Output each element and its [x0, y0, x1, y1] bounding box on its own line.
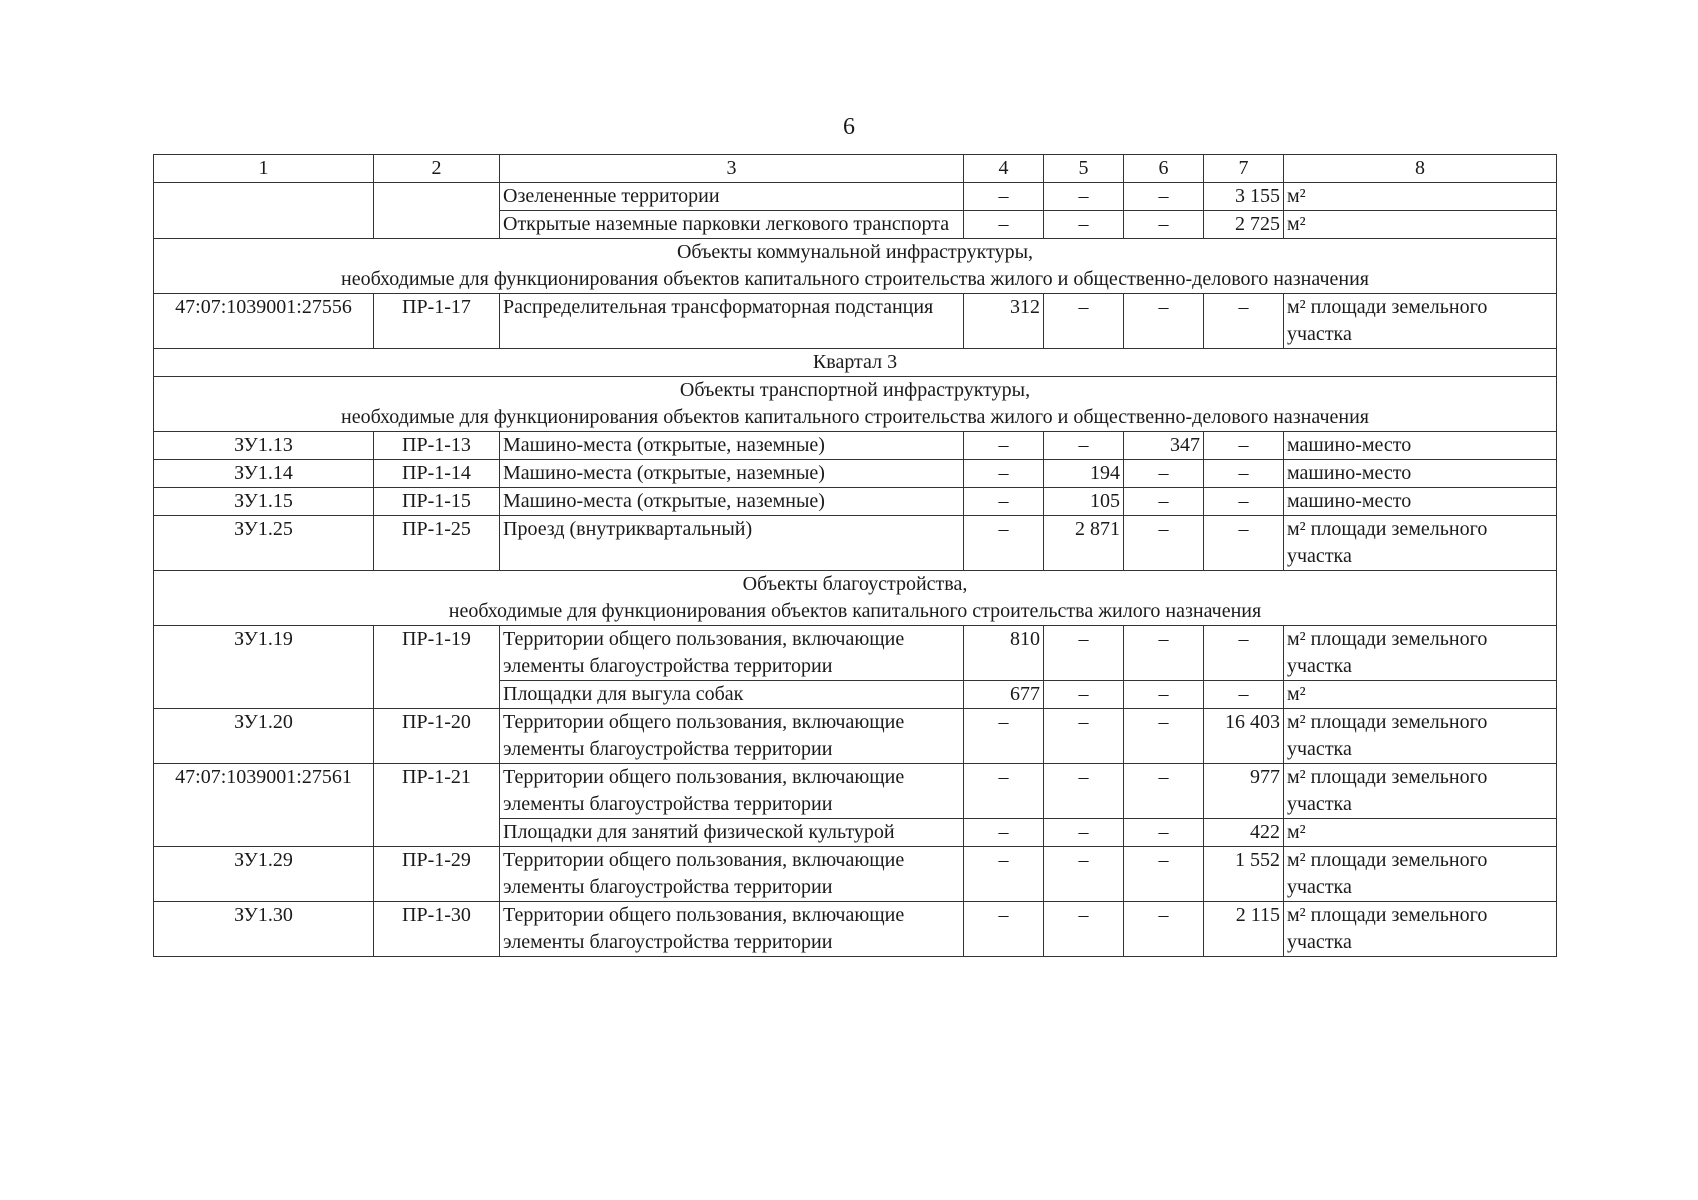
value-cell: 2 871 [1044, 516, 1124, 571]
value-cell: – [1124, 709, 1204, 764]
value-cell: – [1124, 902, 1204, 957]
unit-cell: м² [1284, 681, 1557, 709]
value-cell: – [964, 432, 1044, 460]
object-name-cell: Открытые наземные парковки легкового транспорта [500, 211, 964, 239]
cadastral-number-cell: ЗУ1.14 [154, 460, 374, 488]
value-cell: – [1044, 211, 1124, 239]
value-cell: – [1044, 847, 1124, 902]
value-cell: – [964, 847, 1044, 902]
zone-code-cell: ПР-1-14 [374, 460, 500, 488]
value-cell: 3 155 [1204, 183, 1284, 211]
value-cell: 977 [1204, 764, 1284, 819]
unit-cell: м² [1284, 211, 1557, 239]
column-header: 8 [1284, 155, 1557, 183]
page-number: 6 [843, 114, 855, 140]
zone-code-cell [374, 183, 500, 239]
column-header-row [154, 155, 1557, 183]
object-name-cell: Территории общего пользования, включающие элементы благоустройства территории [500, 902, 964, 957]
value-cell: – [1044, 626, 1124, 681]
value-cell: – [1124, 764, 1204, 819]
value-cell: – [1204, 626, 1284, 681]
unit-cell: машино-место [1284, 488, 1557, 516]
object-name-cell: Машино-места (открытые, наземные) [500, 460, 964, 488]
zone-code-cell: ПР-1-21 [374, 764, 500, 847]
unit-cell: м² [1284, 819, 1557, 847]
value-cell: – [1124, 211, 1204, 239]
column-header: 5 [1044, 155, 1124, 183]
object-name-cell: Озелененные территории [500, 183, 964, 211]
object-name-cell: Проезд (внутриквартальный) [500, 516, 964, 571]
table-row [154, 902, 1557, 957]
zone-code-cell: ПР-1-25 [374, 516, 500, 571]
object-name-cell: Машино-места (открытые, наземные) [500, 488, 964, 516]
table-row [154, 847, 1557, 902]
value-cell: 677 [964, 681, 1044, 709]
value-cell: 312 [964, 294, 1044, 349]
unit-cell: м² площади земельного участка [1284, 709, 1557, 764]
object-name-cell: Территории общего пользования, включающие элементы благоустройства территории [500, 764, 964, 819]
value-cell: – [1124, 819, 1204, 847]
value-cell: – [1204, 432, 1284, 460]
value-cell: – [964, 902, 1044, 957]
cadastral-number-cell: ЗУ1.20 [154, 709, 374, 764]
column-header: 7 [1204, 155, 1284, 183]
value-cell: – [1044, 681, 1124, 709]
value-cell: – [964, 488, 1044, 516]
section-subtitle: необходимые для функционирования объектов капитального строительства жилого и общественно-делового назначения [340, 268, 1370, 290]
table-row [154, 764, 1557, 819]
value-cell: – [964, 709, 1044, 764]
value-cell: 2 725 [1204, 211, 1284, 239]
object-name-cell: Территории общего пользования, включающие элементы благоустройства территории [500, 709, 964, 764]
value-cell: 810 [964, 626, 1044, 681]
table-row [154, 460, 1557, 488]
section-header [154, 239, 1557, 294]
value-cell: – [1204, 294, 1284, 349]
object-name-cell: Машино-места (открытые, наземные) [500, 432, 964, 460]
object-name-cell: Распределительная трансформаторная подстанция [500, 294, 964, 349]
table-row [154, 432, 1557, 460]
unit-cell: м² [1284, 183, 1557, 211]
section-header-row [154, 377, 1557, 432]
value-cell: – [964, 460, 1044, 488]
document-table [153, 154, 1557, 957]
zone-code-cell: ПР-1-20 [374, 709, 500, 764]
value-cell: – [1124, 847, 1204, 902]
value-cell: – [1044, 183, 1124, 211]
table-row [154, 183, 1557, 211]
column-header: 3 [500, 155, 964, 183]
value-cell: – [1044, 764, 1124, 819]
zone-code-cell: ПР-1-13 [374, 432, 500, 460]
section-title: Объекты транспортной инфраструктуры, [679, 379, 1031, 401]
unit-cell: м² площади земельного участка [1284, 516, 1557, 571]
value-cell: – [964, 516, 1044, 571]
section-subtitle: необходимые для функционирования объектов капитального строительства жилого и общественно-делового назначения [340, 406, 1370, 428]
value-cell: – [1124, 626, 1204, 681]
value-cell: – [1044, 902, 1124, 957]
value-cell: 105 [1044, 488, 1124, 516]
table-row [154, 709, 1557, 764]
section-title: Объекты благоустройства, [742, 573, 968, 595]
value-cell: 347 [1124, 432, 1204, 460]
object-name-cell: Площадки для выгула собак [500, 681, 964, 709]
section-header [154, 377, 1557, 432]
cadastral-number-cell: 47:07:1039001:27561 [154, 764, 374, 847]
value-cell: 2 115 [1204, 902, 1284, 957]
column-header: 1 [154, 155, 374, 183]
object-name-cell: Территории общего пользования, включающие элементы благоустройства территории [500, 847, 964, 902]
table-row [154, 626, 1557, 681]
section-title: Объекты коммунальной инфраструктуры, [676, 241, 1034, 263]
column-header: 4 [964, 155, 1044, 183]
zone-code-cell: ПР-1-29 [374, 847, 500, 902]
value-cell: – [1124, 183, 1204, 211]
column-header: 2 [374, 155, 500, 183]
table-row [154, 488, 1557, 516]
unit-cell: машино-место [1284, 460, 1557, 488]
block-header: Квартал 3 [154, 349, 1557, 377]
object-name-cell: Площадки для занятий физической культурой [500, 819, 964, 847]
value-cell: – [1044, 432, 1124, 460]
zone-code-cell: ПР-1-17 [374, 294, 500, 349]
table-row [154, 516, 1557, 571]
value-cell: – [1124, 460, 1204, 488]
object-name-cell: Территории общего пользования, включающие элементы благоустройства территории [500, 626, 964, 681]
unit-cell: м² площади земельного участка [1284, 902, 1557, 957]
value-cell: – [1204, 460, 1284, 488]
value-cell: – [1124, 294, 1204, 349]
value-cell: – [964, 211, 1044, 239]
section-header [154, 571, 1557, 626]
cadastral-number-cell: ЗУ1.25 [154, 516, 374, 571]
cadastral-number-cell [154, 183, 374, 239]
cadastral-number-cell: ЗУ1.29 [154, 847, 374, 902]
value-cell: – [1044, 709, 1124, 764]
value-cell: – [964, 183, 1044, 211]
unit-cell: м² площади земельного участка [1284, 626, 1557, 681]
value-cell: – [964, 819, 1044, 847]
value-cell: – [1204, 488, 1284, 516]
value-cell: 16 403 [1204, 709, 1284, 764]
value-cell: 422 [1204, 819, 1284, 847]
unit-cell: м² площади земельного участка [1284, 847, 1557, 902]
column-header: 6 [1124, 155, 1204, 183]
zone-code-cell: ПР-1-15 [374, 488, 500, 516]
block-header-row [154, 349, 1557, 377]
cadastral-number-cell: ЗУ1.30 [154, 902, 374, 957]
zone-code-cell: ПР-1-30 [374, 902, 500, 957]
zone-code-cell: ПР-1-19 [374, 626, 500, 709]
value-cell: – [1044, 819, 1124, 847]
value-cell: 194 [1044, 460, 1124, 488]
cadastral-number-cell: 47:07:1039001:27556 [154, 294, 374, 349]
value-cell: – [1204, 516, 1284, 571]
value-cell: – [1124, 516, 1204, 571]
unit-cell: м² площади земельного участка [1284, 764, 1557, 819]
value-cell: – [1204, 681, 1284, 709]
section-header-row [154, 571, 1557, 626]
cadastral-number-cell: ЗУ1.13 [154, 432, 374, 460]
cadastral-number-cell: ЗУ1.15 [154, 488, 374, 516]
section-subtitle: необходимые для функционирования объектов капитального строительства жилого назначения [448, 600, 1262, 622]
unit-cell: м² площади земельного участка [1284, 294, 1557, 349]
value-cell: – [1044, 294, 1124, 349]
value-cell: – [964, 764, 1044, 819]
value-cell: – [1124, 488, 1204, 516]
table-row [154, 294, 1557, 349]
value-cell: 1 552 [1204, 847, 1284, 902]
section-header-row [154, 239, 1557, 294]
unit-cell: машино-место [1284, 432, 1557, 460]
cadastral-number-cell: ЗУ1.19 [154, 626, 374, 709]
value-cell: – [1124, 681, 1204, 709]
